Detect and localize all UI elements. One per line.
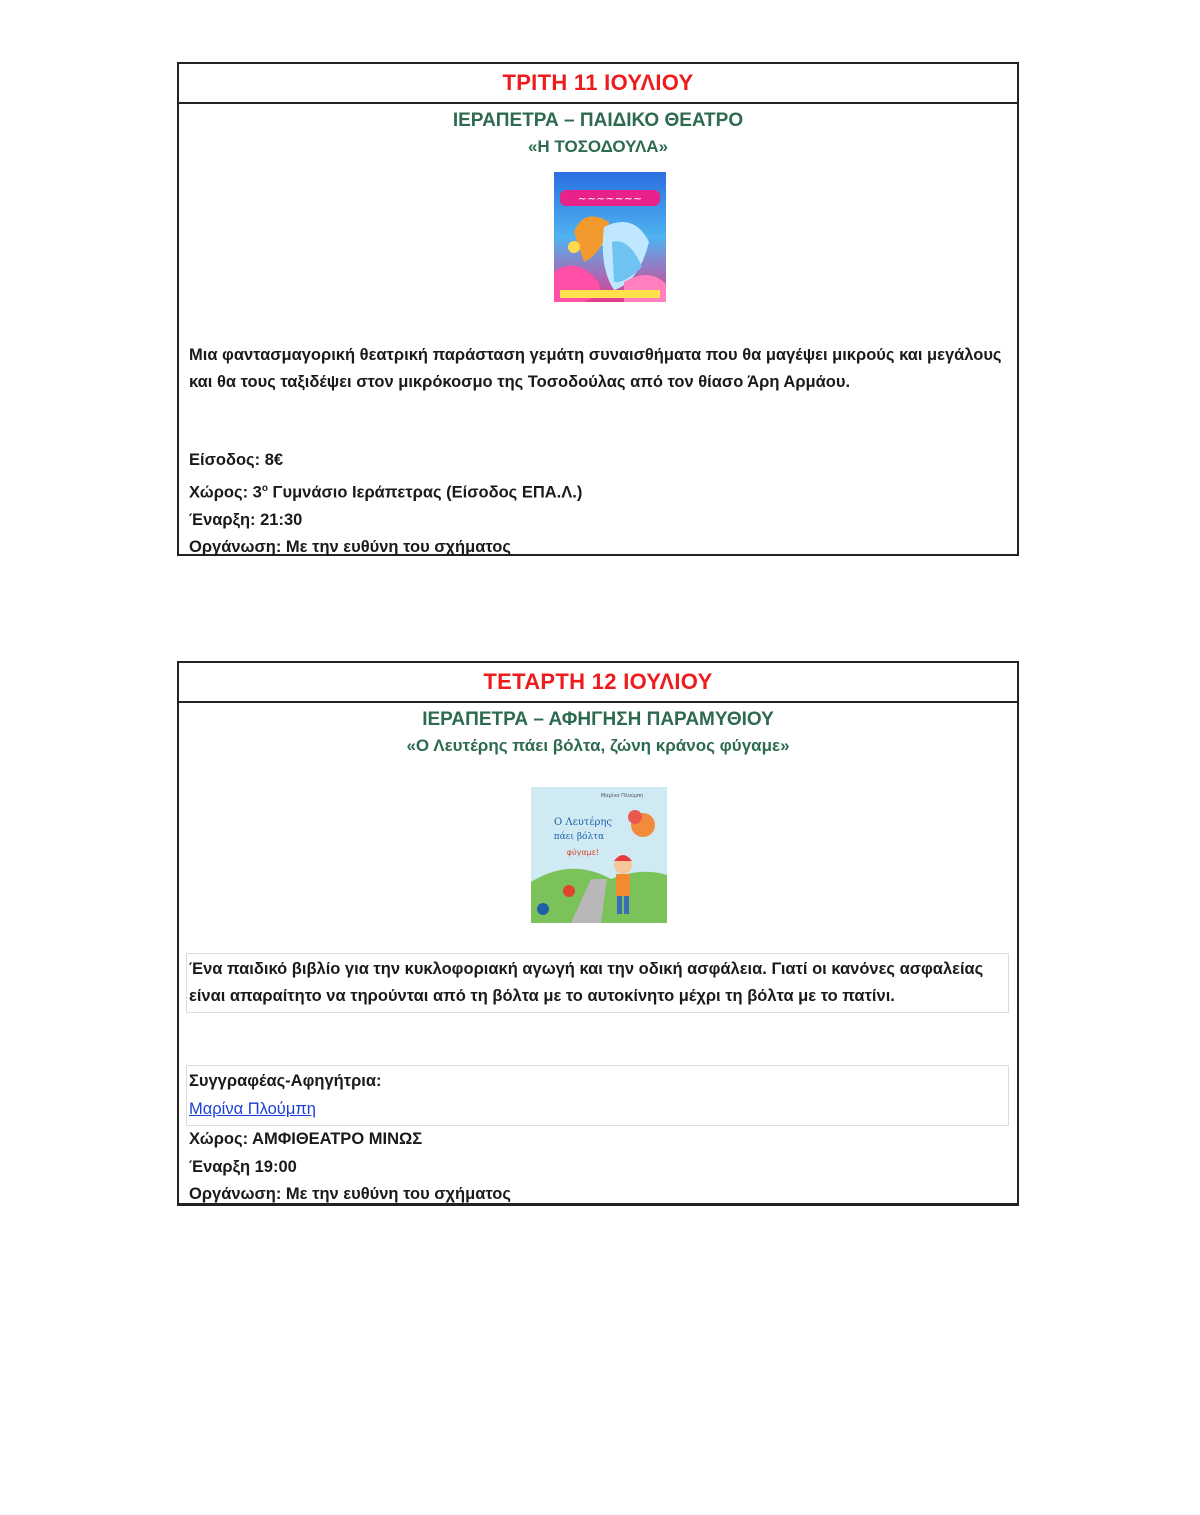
event-title: «Η ΤΟΣΟΔΟΥΛΑ» xyxy=(527,137,669,156)
venue xyxy=(189,475,582,507)
author-label: Συγγραφέας-Αφηγήτρια: xyxy=(189,1072,382,1090)
event-details xyxy=(189,447,582,562)
venue-prefix: Χώρος: 3 xyxy=(189,483,262,501)
tosodoula-poster-image xyxy=(554,172,666,302)
day-header: ΤΕΤΑΡΤΗ 12 ΙΟΥΛΙΟΥ xyxy=(179,663,1017,703)
svg-text:πάει βόλτα: πάει βόλτα xyxy=(553,832,605,842)
venue: Χώρος: ΑΜΦΙΘΕΑΤΡΟ ΜΙΝΩΣ xyxy=(189,1130,423,1148)
author-link[interactable]: Μαρίνα Πλούμπη xyxy=(189,1099,316,1118)
event-description: Ένα παιδικό βιβλίο για την κυκλοφοριακή αγωγή και την οδική ασφάλεια. Γιατί οι κανόνες ασφαλείας είναι απαραίτητο να τηρούνται από τη βόλτα με το αυτοκίνητο μέχρι τη βόλτα με το πατίνι. xyxy=(186,953,1009,1013)
venue-suffix: Γυμνάσιο Ιεράπετρας (Είσοδος ΕΠΑ.Λ.) xyxy=(267,483,583,501)
organization: Οργάνωση: Με την ευθύνη του σχήματος xyxy=(189,538,511,556)
svg-text:φύγαμε!: φύγαμε! xyxy=(566,848,600,857)
author-box xyxy=(186,1065,1009,1126)
start-time: Έναρξη: 21:30 xyxy=(189,510,303,529)
svg-text:Ο Λευτέρης: Ο Λευτέρης xyxy=(553,817,613,828)
organization: Οργάνωση: Με την ευθύνη του σχήματος xyxy=(189,1185,511,1203)
event-details xyxy=(186,1065,1009,1209)
event-description: Μια φαντασμαγορική θεατρική παράσταση γεμάτη συναισθήματα που θα μαγέψει μικρούς και μεγάλους και θα τους ταξιδέψει στον μικρόκοσμο της Τοσοδούλας από τον θίασο Άρη Αρμάου. xyxy=(189,346,1002,391)
lefteris-book-cover-image xyxy=(531,787,667,923)
event-subtitle: ΙΕΡΑΠΕΤΡΑ – ΑΦΗΓΗΣΗ ΠΑΡΑΜΥΘΙΟΥ xyxy=(422,709,774,730)
day-header: ΤΡΙΤΗ 11 ΙΟΥΛΙΟΥ xyxy=(179,64,1017,104)
event-subtitle: ΙΕΡΑΠΕΤΡΑ – ΠΑΙΔΙΚΟ ΘΕΑΤΡΟ xyxy=(452,110,744,131)
svg-text:~~~~~~~: ~~~~~~~ xyxy=(577,192,643,205)
event-card-wednesday xyxy=(177,661,1019,1206)
svg-text:Μαρίνα Πλούμπη: Μαρίνα Πλούμπη xyxy=(601,793,644,799)
venue-ordinal: ο xyxy=(261,482,268,494)
entry-fee: Είσοδος: 8€ xyxy=(189,451,284,469)
event-title: «Ο Λευτέρης πάει βόλτα, ζώνη κράνος φύγαμε» xyxy=(406,736,790,755)
event-card-tuesday xyxy=(177,62,1019,556)
start-time: Έναρξη 19:00 xyxy=(189,1157,297,1176)
